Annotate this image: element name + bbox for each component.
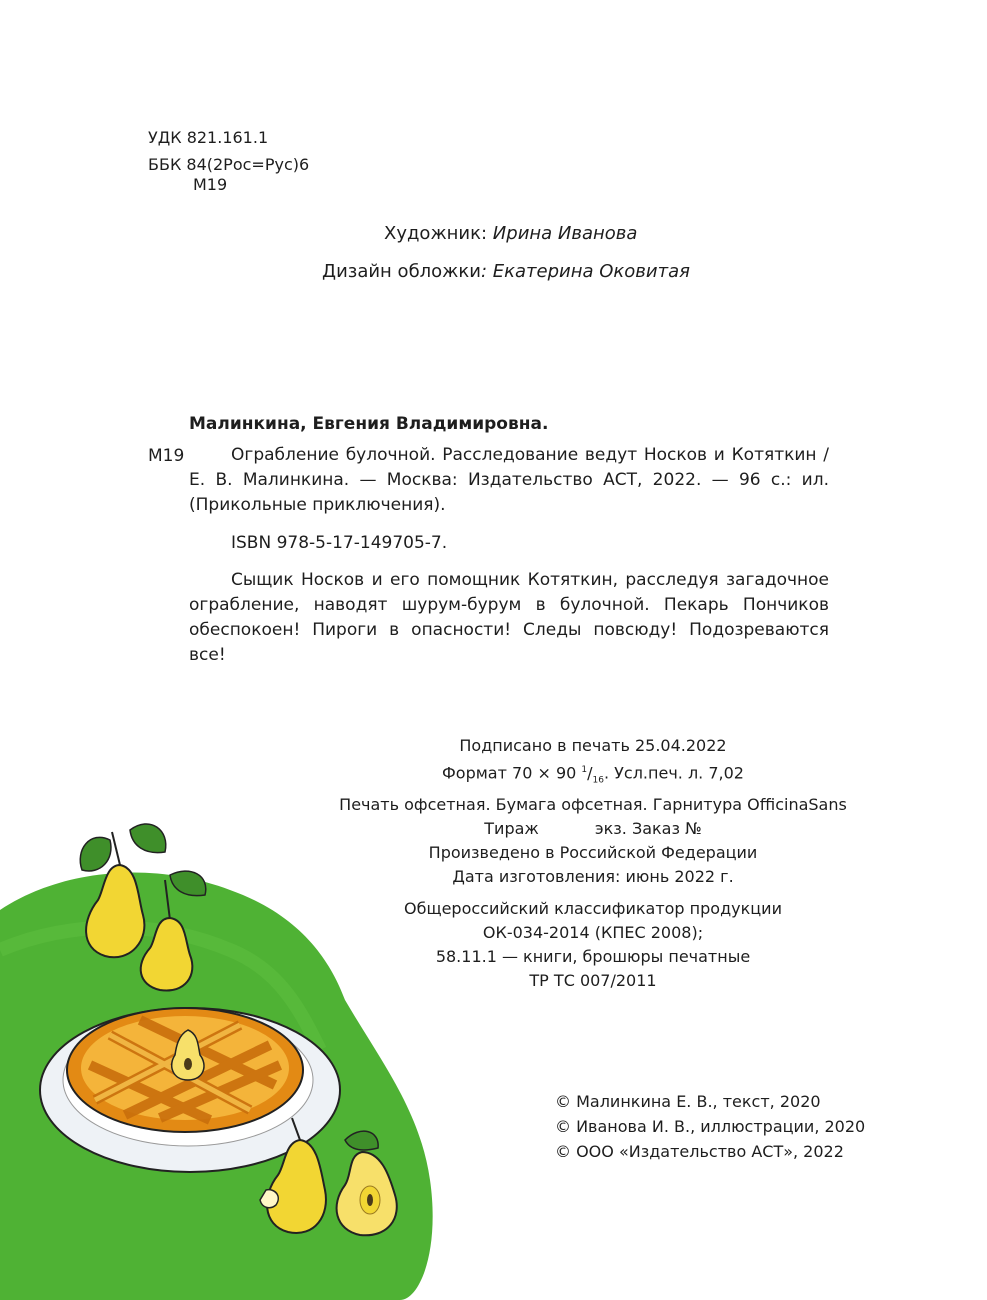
- record-mark: М19: [148, 446, 185, 466]
- imprint-format: Формат 70 × 90 $^1/_{16}$. Усл.печ. л. 7,02: [442, 763, 744, 786]
- record-author: Малинкина, Евгения Владимировна.: [189, 414, 549, 434]
- record-isbn: ISBN 978-5-17-149705-7.: [231, 533, 448, 553]
- copyright-publisher: © ООО «Издательство АСТ», 2022: [555, 1142, 844, 1161]
- imprint-format-den: 16: [592, 775, 604, 786]
- imprint-made-in: Произведено в Российской Федерации: [428, 842, 758, 862]
- leaf-icon: [130, 824, 166, 853]
- cover-credit: [322, 262, 690, 282]
- udk-code: УДК 821.161.1: [148, 128, 269, 147]
- record-annotation: Сыщик Носков и его помощник Котяткин, расследуя загадочное ограбление, наводят шурум-бурум в булочной. Пекарь Пончиков обеспокоен! Пироги в опасности! Следы повсюду! Подозреваются все!: [189, 570, 829, 665]
- imprint-format-suffix: . Усл.печ. л. 7,02: [603, 763, 744, 783]
- imprint-classifier-1: Общероссийский классификатор продукции: [404, 898, 782, 918]
- imprint-signed: Подписано в печать 25.04.2022: [459, 736, 727, 755]
- record-description: Ограбление булочной. Расследование ведут Носков и Котяткин / Е. В. Малинкина. — Москва: Издательство АСТ, 2022. — 96 с.: ил. (Прикольные приключения).: [189, 445, 829, 515]
- imprint-print: Печать офсетная. Бумага офсетная. Гарнитура OfficinaSans: [339, 794, 847, 814]
- imprint-format-prefix: Формат 70 × 90: [442, 763, 582, 783]
- leaf-icon: [80, 837, 111, 871]
- illustrator-label: Художник:: [384, 223, 493, 244]
- pie-and-pears-illustration: [0, 780, 460, 1300]
- imprint-order-label: экз. Заказ №: [594, 818, 702, 838]
- cover-name: : Екатерина Оковитая: [480, 261, 690, 282]
- illustrator-name: Ирина Иванова: [492, 223, 638, 244]
- cover-label: Дизайн обложки: [322, 261, 481, 282]
- imprint-classifier-2: ОК-034-2014 (КПЕС 2008);: [482, 922, 704, 942]
- copyright-text: © Малинкина Е. В., текст, 2020: [555, 1092, 821, 1111]
- imprint-format-num: 1: [581, 765, 588, 775]
- imprint-classifier-4: ТР ТС 007/2011: [529, 970, 657, 990]
- author-mark: М19: [193, 175, 228, 194]
- imprint-run-label: Тираж: [484, 818, 539, 838]
- copyright-illustrations: © Иванова И. В., иллюстрации, 2020: [555, 1117, 866, 1136]
- illustrator-credit: [384, 224, 637, 244]
- imprint-classifier-3: 58.11.1 — книги, брошюры печатные: [435, 946, 751, 966]
- bbk-code: ББК 84(2Рос=Рус)6: [148, 155, 310, 174]
- imprint-date: Дата изготовления: июнь 2022 г.: [452, 866, 734, 886]
